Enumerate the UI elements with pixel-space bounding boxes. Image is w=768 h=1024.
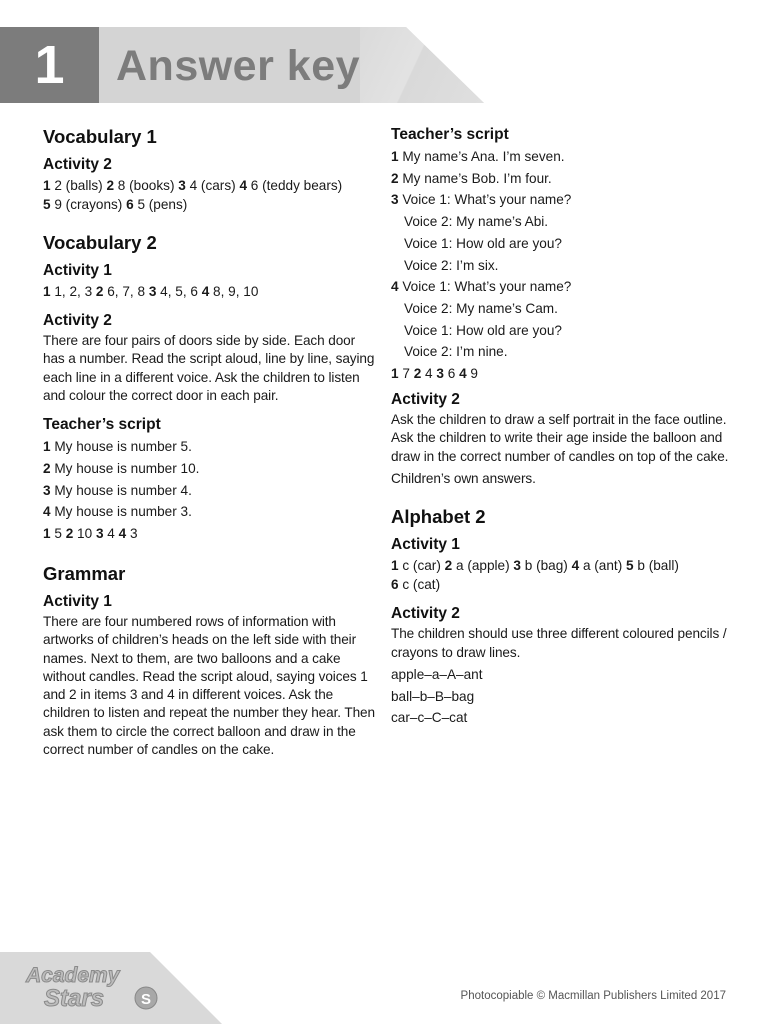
word-chain: ball–b–B–bag (391, 688, 475, 704)
script-line: 1 My house is number 5. (43, 439, 192, 455)
script-line: 3 My house is number 4. (43, 482, 192, 498)
item-answer: c (car) (398, 558, 445, 574)
answer-line (43, 195, 379, 214)
item-number: 1 (43, 526, 51, 541)
item-number: 1 (391, 366, 399, 382)
word-chain: apple–a–A–ant (391, 666, 483, 682)
section-heading-alphabet-2: Alphabet 2 (391, 506, 486, 528)
instruction-text: Ask the children to draw a self portrait in the face outline. Ask the children to write their age inside the balloon and draw in the correct number of candles on top of the cake. (391, 412, 729, 464)
answer-line (391, 575, 731, 594)
item-number: 2 (444, 558, 453, 574)
item-answer: a (apple) (452, 558, 514, 574)
header-band-highlight (360, 27, 484, 103)
script-line: 2 My name’s Bob. I’m four. (391, 170, 552, 186)
answer-line (43, 176, 379, 195)
answer-line (43, 282, 379, 301)
word-chain: car–c–C–cat (391, 710, 468, 726)
item-number: 4 (118, 526, 127, 541)
item-number: 3 (513, 558, 521, 574)
academy-stars-logo (22, 960, 172, 1016)
item-answer: 5 (pens) (133, 197, 188, 212)
item-number: 3 (148, 284, 157, 299)
item-number: 4 (571, 558, 580, 574)
item-answer: 8 (books) (114, 178, 179, 193)
activity-heading: Activity 1 (391, 536, 460, 554)
script-lines (43, 436, 379, 523)
left-column (43, 124, 379, 759)
item-number: 3 (436, 366, 444, 382)
item-answer: 9 (crayons) (50, 197, 127, 212)
activity-heading: Activity 2 (391, 391, 460, 409)
item-number: 6 (126, 197, 134, 212)
item-answer: 7 (398, 366, 414, 382)
item-number: 4 (459, 366, 467, 382)
item-answer: 6, 7, 8 (103, 284, 149, 299)
item-number: 1 (391, 558, 399, 574)
item-answer: 1, 2, 3 (50, 284, 96, 299)
activity-heading: Activity 1 (43, 593, 112, 610)
script-heading: Teacher’s script (391, 126, 509, 143)
script-heading: Teacher’s script (43, 416, 161, 434)
logo-badge-letter: S (140, 991, 152, 1008)
item-number: 2 (106, 178, 115, 193)
page-title: Answer key (116, 42, 361, 90)
item-answer: 9 (466, 366, 478, 382)
item-answer: 6 (teddy bears) (247, 178, 343, 193)
item-answer: b (bag) (520, 558, 572, 574)
item-number: 2 (65, 526, 74, 541)
answer-line (391, 363, 731, 385)
item-number: 6 (391, 577, 399, 593)
script-line: Voice 2: My name’s Abi. (404, 214, 549, 230)
activity-heading: Activity 2 (43, 156, 112, 173)
item-answer: b (ball) (633, 558, 679, 574)
item-answer: 4 (421, 366, 437, 382)
script-line: 1 My name’s Ana. I’m seven. (391, 149, 565, 164)
script-line: Voice 2: My name’s Cam. (404, 300, 558, 316)
answer-line (43, 523, 379, 545)
item-answer: 6 (443, 366, 460, 382)
item-number: 5 (626, 558, 634, 574)
instruction-text: The children should use three different coloured pencils / crayons to draw lines. (391, 626, 727, 660)
item-answer: c (cat) (398, 577, 441, 593)
script-line: 4 My house is number 3. (43, 504, 192, 520)
answer-line (391, 556, 731, 575)
item-number: 4 (201, 284, 210, 299)
script-line: Voice 2: I’m six. (404, 257, 499, 273)
instruction-text: There are four numbered rows of information with artworks of children’s heads on the left side with their names. Next to them, are two balloons and a cake without candles. Read the script aloud, saying voices 1 and 2 in items 3 and 4 in different voices. Ask the children to listen and repeat the number they hear. Then ask them to circle the correct balloon and draw in the correct number of candles on the cake. (43, 614, 375, 758)
item-answer: a (ant) (579, 558, 627, 574)
item-number: 2 (95, 284, 104, 299)
item-answer: 4, 5, 6 (156, 284, 202, 299)
logo-text-stars: Stars (44, 985, 105, 1012)
activity-heading: Activity 2 (391, 605, 460, 623)
item-number: 5 (43, 197, 51, 212)
item-answer: 8, 9, 10 (209, 284, 259, 299)
logo-text-academy: Academy (26, 964, 120, 987)
activity-heading: Activity 1 (43, 262, 112, 279)
section-heading-grammar: Grammar (43, 563, 126, 584)
item-number: 3 (95, 526, 104, 541)
activity-heading: Activity 2 (43, 312, 112, 329)
item-number: 4 (239, 178, 247, 193)
script-line: Voice 1: How old are you? (404, 235, 562, 251)
script-line: Voice 2: I’m nine. (404, 344, 508, 360)
instruction-text: Children’s own answers. (391, 470, 536, 486)
section-heading-vocabulary-1: Vocabulary 1 (43, 126, 157, 147)
item-answer: 4 (103, 526, 119, 541)
script-line: Voice 1: How old are you? (404, 322, 562, 338)
item-number: 2 (413, 366, 422, 382)
item-number: 1 (43, 284, 51, 299)
script-line: 2 My house is number 10. (43, 460, 200, 476)
script-line: 3 Voice 1: What’s your name? (391, 192, 572, 208)
script-line: 4 Voice 1: What’s your name? (391, 279, 572, 295)
copyright-notice: Photocopiable © Macmillan Publishers Limited 2017 (460, 990, 726, 1002)
section-heading-vocabulary-2: Vocabulary 2 (43, 232, 157, 253)
item-answer: 5 (50, 526, 66, 541)
instruction-text: There are four pairs of doors side by side. Each door has a number. Read the script aloud, line by line, saying each line in a different voice. Ask the children to listen and colour the correct door in each pair. (43, 333, 375, 403)
right-column (391, 124, 731, 729)
unit-number: 1 (0, 27, 99, 103)
item-number: 1 (43, 178, 51, 193)
item-answer: 4 (cars) (185, 178, 240, 193)
item-number: 3 (178, 178, 186, 193)
item-answer: 2 (balls) (50, 178, 107, 193)
item-answer: 3 (126, 526, 138, 541)
item-answer: 10 (73, 526, 96, 541)
